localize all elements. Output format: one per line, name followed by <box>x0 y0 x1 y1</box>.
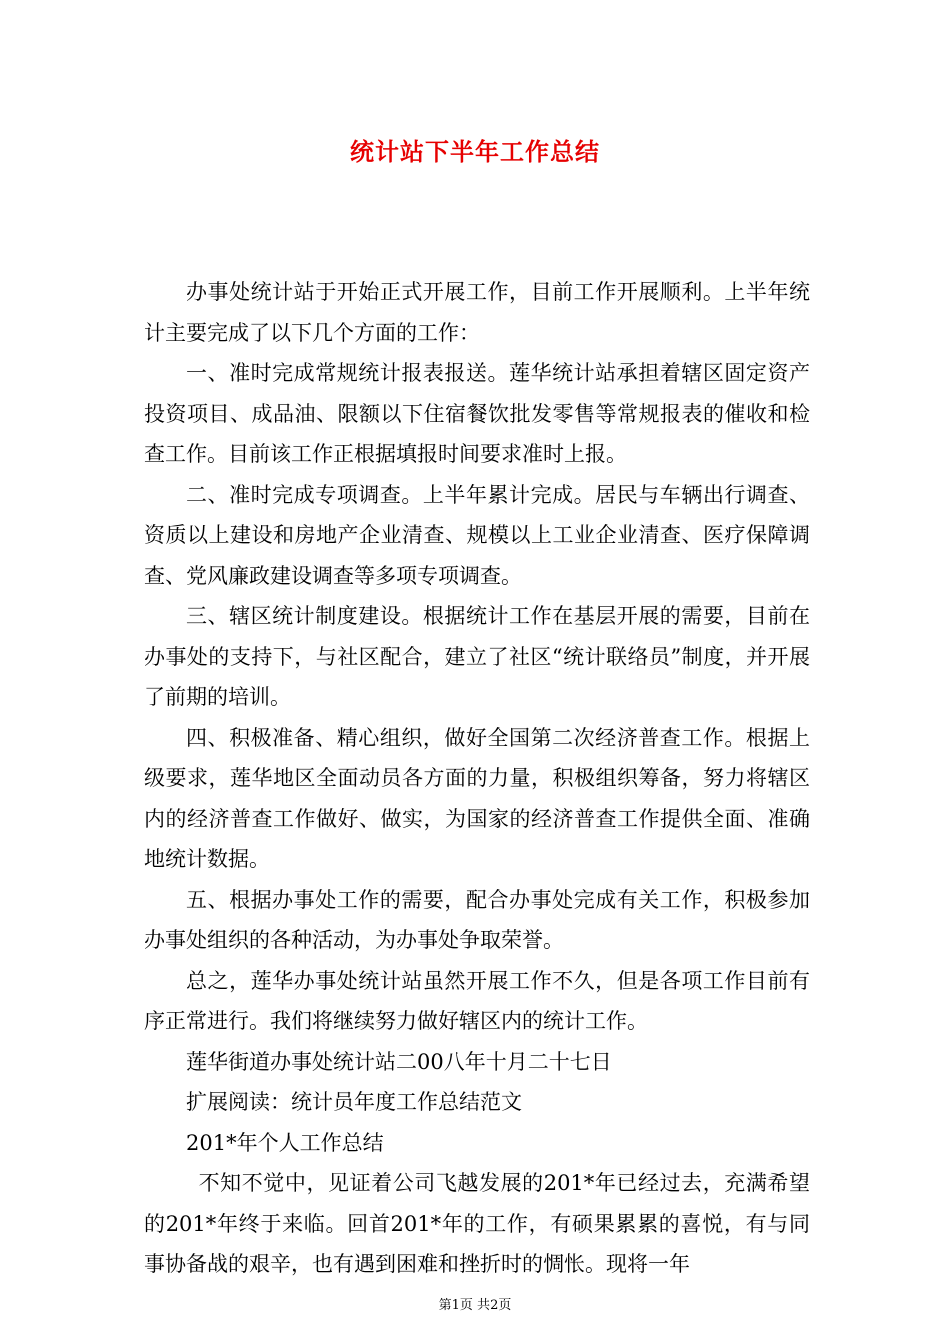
annual-summary-heading: 201*年个人工作总结 <box>186 1130 384 1155</box>
paragraph-item-1: 一、准时完成常规统计报表报送。莲华统计站承担着辖区固定资产投资项目、成品油、限额以下住宿餐饮批发零售等常规报表的催收和检查工作。目前该工作正根据填报时间要求准时上报。 <box>144 361 810 466</box>
footer-total-pages: 2 <box>490 1298 499 1313</box>
footer-suffix: 页 <box>498 1298 512 1313</box>
footer-current-page: 1 <box>451 1298 460 1313</box>
paragraph-item-3: 三、辖区统计制度建设。根据统计工作在基层开展的需要，目前在办事处的支持下，与社区配合，建立了社区“统计联络员”制度，并开展了前期的培训。 <box>144 604 810 709</box>
extended-reading-heading: 扩展阅读：统计员年度工作总结范文 <box>186 1090 522 1114</box>
footer-prefix: 第 <box>438 1298 452 1313</box>
document-title: 统计站下半年工作总结 <box>350 138 600 166</box>
paragraph-summary: 总之，莲华办事处统计站虽然开展工作不久，但是各项工作目前有序正常进行。我们将继续努力做好辖区内的统计工作。 <box>144 968 810 1033</box>
paragraph-item-4: 四、积极准备、精心组织，做好全国第二次经济普查工作。根据上级要求，莲华地区全面动员各方面的力量，积极组织筹备，努力将辖区内的经济普查工作做好、做实，为国家的经济普查工作提供全面、准确地统计数据。 <box>144 725 810 871</box>
footer-middle: 页 共 <box>459 1298 491 1313</box>
signature-line: 莲华街道办事处统计站二00八年十月二十七日 <box>186 1049 612 1074</box>
page-footer <box>0 1294 950 1313</box>
paragraph-item-5: 五、根据办事处工作的需要，配合办事处完成有关工作，积极参加办事处组织的各种活动，为办事处争取荣誉。 <box>144 887 810 952</box>
document-body <box>144 272 810 1285</box>
paragraph-annual-intro: 不知不觉中，见证着公司飞越发展的201*年已经过去，充满希望的201*年终于来临。回首201*年的工作，有硕果累累的喜悦，有与同事协备战的艰辛，也有遇到困难和挫折时的惆怅。现将一年 <box>144 1171 810 1276</box>
paragraph-item-2: 二、准时完成专项调查。上半年累计完成。居民与车辆出行调查、资质以上建设和房地产企业清查、规模以上工业企业清查、医疗保障调查、党风廉政建设调查等多项专项调查。 <box>144 482 810 588</box>
paragraph-intro: 办事处统计站于开始正式开展工作，目前工作开展顺利。上半年统计主要完成了以下几个方面的工作： <box>144 280 810 345</box>
